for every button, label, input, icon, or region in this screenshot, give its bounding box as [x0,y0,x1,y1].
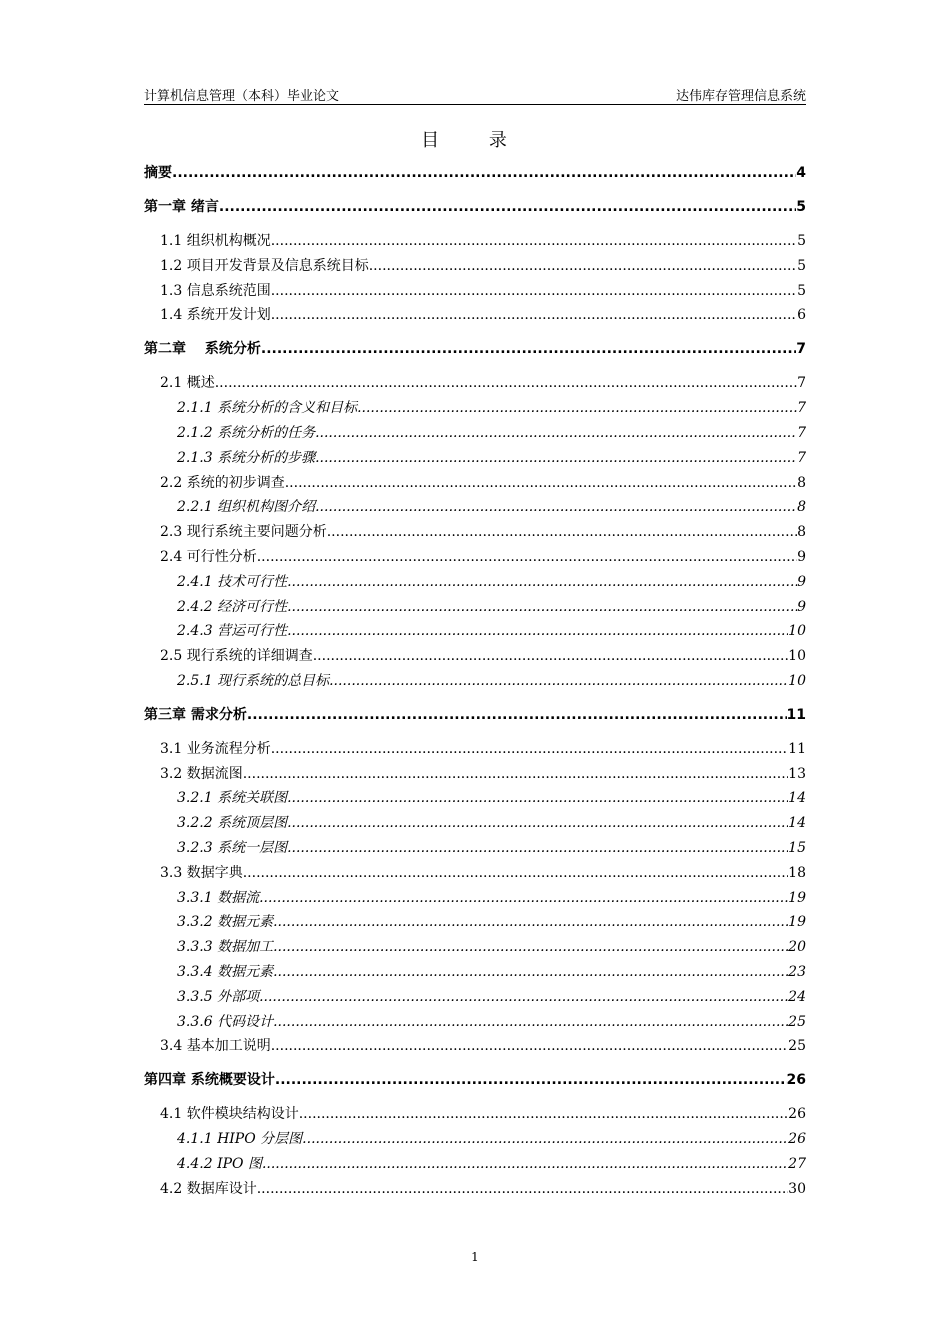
toc-subsection-entry[interactable] [144,1128,806,1153]
toc-entry-page: 9 [797,598,806,615]
toc-dot-leader [302,1131,788,1147]
toc-entry-title: 摘要 [144,165,172,181]
toc-subsection-entry[interactable] [144,620,806,645]
toc-entry-page: 11 [788,740,806,757]
toc-entry-title: 4.1.1 HIPO 分层图 [177,1131,303,1148]
toc-entry-page: 14 [788,815,806,832]
toc-section-entry[interactable] [144,1035,806,1060]
toc-section-entry[interactable] [144,280,806,305]
toc-section-entry[interactable] [144,304,806,329]
toc-entry-page: 14 [788,790,806,807]
toc-entry-title: 3.3.3 数据加工 [177,939,274,956]
toc-dot-leader [285,475,797,491]
page-number: 1 [471,1250,479,1264]
toc-dot-leader [261,341,796,357]
toc-chapter-entry[interactable] [144,162,806,187]
toc-entry-title: 2.4.1 技术可行性 [177,573,288,590]
toc-subsection-entry[interactable] [144,887,806,912]
toc-entry-page: 8 [797,524,806,541]
toc-chapter-entry[interactable] [144,338,806,363]
toc-entry-title: 3.4 基本加工说明 [160,1038,271,1055]
toc-entry-page: 4 [796,165,806,181]
page-header [144,84,806,105]
toc-entry-page: 13 [788,765,806,782]
toc-entry-page: 7 [797,449,806,466]
toc-entry-page: 7 [797,424,806,441]
toc-subsection-entry[interactable] [144,911,806,936]
toc-dot-leader [273,939,788,955]
toc-dot-leader [172,165,796,181]
toc-subsection-entry[interactable] [144,1153,806,1178]
toc-entry-title: 2.2.1 组织机构图介绍 [177,499,316,516]
table-of-contents [144,162,806,1203]
toc-section-entry[interactable] [144,738,806,763]
toc-entry-page: 8 [797,499,806,516]
toc-subsection-entry[interactable] [144,422,806,447]
toc-dot-leader [259,989,788,1005]
toc-entry-title: 1.3 信息系统范围 [160,282,271,299]
toc-subsection-entry[interactable] [144,986,806,1011]
toc-entry-title: 2.1.2 系统分析的任务 [177,424,316,441]
toc-entry-page: 9 [797,548,806,565]
toc-entry-title: 1.2 项目开发背景及信息系统目标 [160,257,369,274]
toc-entry-page: 26 [786,1072,806,1089]
toc-subsection-entry[interactable] [144,812,806,837]
toc-entry-title: 第四章 系统概要设计 [144,1072,275,1089]
toc-entry-title: 2.4.2 经济可行性 [177,598,288,615]
toc-section-entry[interactable] [144,1178,806,1203]
toc-section-entry[interactable] [144,763,806,788]
toc-entry-page: 11 [786,706,806,723]
toc-dot-leader [313,648,788,664]
toc-entry-title: 3.2.3 系统一层图 [177,840,288,857]
toc-entry-page: 6 [797,307,806,324]
toc-entry-page: 5 [797,282,806,299]
toc-subsection-entry[interactable] [144,596,806,621]
toc-entry-title: 3.3 数据字典 [160,864,243,881]
toc-entry-title: 1.4 系统开发计划 [160,307,271,324]
toc-entry-page: 5 [797,232,806,249]
toc-subsection-entry[interactable] [144,787,806,812]
toc-entry-page: 7 [797,400,806,417]
toc-entry-page: 23 [788,964,806,981]
toc-dot-leader [273,1014,788,1030]
toc-entry-title: 第三章 需求分析 [144,706,247,723]
toc-section-entry[interactable] [144,255,806,280]
toc-dot-leader [273,914,788,930]
toc-dot-leader [299,1106,788,1122]
toc-dot-leader [262,1156,788,1172]
header-left: 计算机信息管理（本科）毕业论文 [144,89,340,104]
toc-entry-page: 10 [788,648,806,665]
toc-dot-leader [271,307,797,323]
toc-entry-page: 10 [788,623,806,640]
toc-section-entry[interactable] [144,645,806,670]
toc-dot-leader [329,673,788,689]
toc-entry-title: 第一章 绪言 [144,198,219,215]
toc-entry-page: 9 [797,573,806,590]
toc-entry-title: 2.4.3 营运可行性 [177,623,288,640]
toc-dot-leader [287,599,797,615]
toc-dot-leader [271,283,797,299]
toc-section-entry[interactable] [144,230,806,255]
toc-subsection-entry[interactable] [144,837,806,862]
toc-dot-leader [357,400,797,416]
header-right: 达伟库存管理信息系统 [675,89,806,104]
toc-entry-title: 3.2.2 系统顶层图 [177,815,288,832]
toc-entry-title: 4.4.2 IPO 图 [177,1155,262,1172]
toc-section-entry[interactable] [144,521,806,546]
toc-dot-leader [247,707,787,723]
toc-dot-leader [257,549,797,565]
toc-dot-leader [215,375,797,391]
toc-entry-page: 10 [788,672,806,689]
toc-entry-page: 25 [788,1038,806,1055]
toc-section-entry[interactable] [144,372,806,397]
toc-subsection-entry[interactable] [144,571,806,596]
toc-entry-page: 7 [796,341,806,358]
toc-dot-leader [369,258,797,274]
toc-dot-leader [257,1181,788,1197]
toc-dot-leader [219,199,796,215]
toc-entry-page: 7 [797,375,806,392]
toc-entry-title: 2.1 概述 [160,375,215,392]
toc-dot-leader [287,574,797,590]
toc-subsection-entry[interactable] [144,447,806,472]
toc-entry-title: 3.2.1 系统关联图 [177,790,288,807]
toc-subsection-entry[interactable] [144,670,806,695]
toc-entry-title: 2.3 现行系统主要问题分析 [160,524,327,541]
toc-entry-page: 19 [788,914,806,931]
toc-entry-title: 3.3.2 数据元素 [177,914,274,931]
toc-entry-title: 2.5 现行系统的详细调查 [160,648,313,665]
toc-dot-leader [271,233,797,249]
toc-entry-title: 2.1.1 系统分析的含义和目标 [177,400,358,417]
toc-entry-title: 3.3.6 代码设计 [177,1013,274,1030]
toc-subsection-entry[interactable] [144,397,806,422]
toc-dot-leader [287,815,788,831]
toc-entry-page: 20 [788,939,806,956]
toc-entry-page: 8 [797,474,806,491]
toc-dot-leader [287,623,788,639]
toc-dot-leader [327,524,797,540]
toc-section-entry[interactable] [144,1103,806,1128]
toc-entry-title: 3.1 业务流程分析 [160,740,271,757]
toc-section-entry[interactable] [144,862,806,887]
toc-chapter-entry[interactable] [144,1069,806,1094]
toc-subsection-entry[interactable] [144,1011,806,1036]
toc-entry-title: 3.3.4 数据元素 [177,964,274,981]
toc-entry-title: 1.1 组织机构概况 [160,232,271,249]
toc-entry-title: 3.3.5 外部项 [177,988,260,1005]
toc-entry-page: 27 [788,1155,806,1172]
toc-entry-page: 19 [788,889,806,906]
toc-dot-leader [275,1072,787,1088]
toc-subsection-entry[interactable] [144,936,806,961]
toc-dot-leader [273,964,788,980]
toc-entry-title: 2.4 可行性分析 [160,548,257,565]
toc-dot-leader [287,790,788,806]
toc-entry-page: 18 [788,864,806,881]
toc-subsection-entry[interactable] [144,496,806,521]
toc-entry-page: 15 [788,840,806,857]
toc-entry-title: 第二章 系统分析 [144,341,261,358]
toc-section-entry[interactable] [144,472,806,497]
toc-chapter-entry[interactable] [144,704,806,729]
toc-dot-leader [271,741,788,757]
toc-subsection-entry[interactable] [144,961,806,986]
toc-section-entry[interactable] [144,546,806,571]
toc-dot-leader [287,840,788,856]
toc-dot-leader [315,499,797,515]
toc-dot-leader [315,450,797,466]
toc-chapter-entry[interactable] [144,196,806,221]
toc-entry-page: 24 [788,988,806,1005]
toc-entry-page: 30 [788,1180,806,1197]
toc-dot-leader [315,425,797,441]
toc-entry-title: 2.2 系统的初步调查 [160,474,285,491]
toc-entry-page: 5 [797,257,806,274]
toc-entry-page: 5 [796,198,806,215]
toc-title: 目 录 [421,130,529,151]
toc-dot-leader [271,1038,788,1054]
toc-entry-page: 26 [788,1106,806,1123]
toc-entry-page: 26 [788,1131,806,1148]
toc-dot-leader [259,890,788,906]
toc-dot-leader [243,766,788,782]
toc-entry-title: 4.2 数据库设计 [160,1180,257,1197]
toc-entry-title: 2.5.1 现行系统的总目标 [177,672,330,689]
toc-entry-title: 3.2 数据流图 [160,765,243,782]
toc-dot-leader [243,865,788,881]
toc-entry-title: 2.1.3 系统分析的步骤 [177,449,316,466]
toc-entry-title: 4.1 软件模块结构设计 [160,1106,299,1123]
toc-entry-title: 3.3.1 数据流 [177,889,260,906]
toc-entry-page: 25 [788,1013,806,1030]
